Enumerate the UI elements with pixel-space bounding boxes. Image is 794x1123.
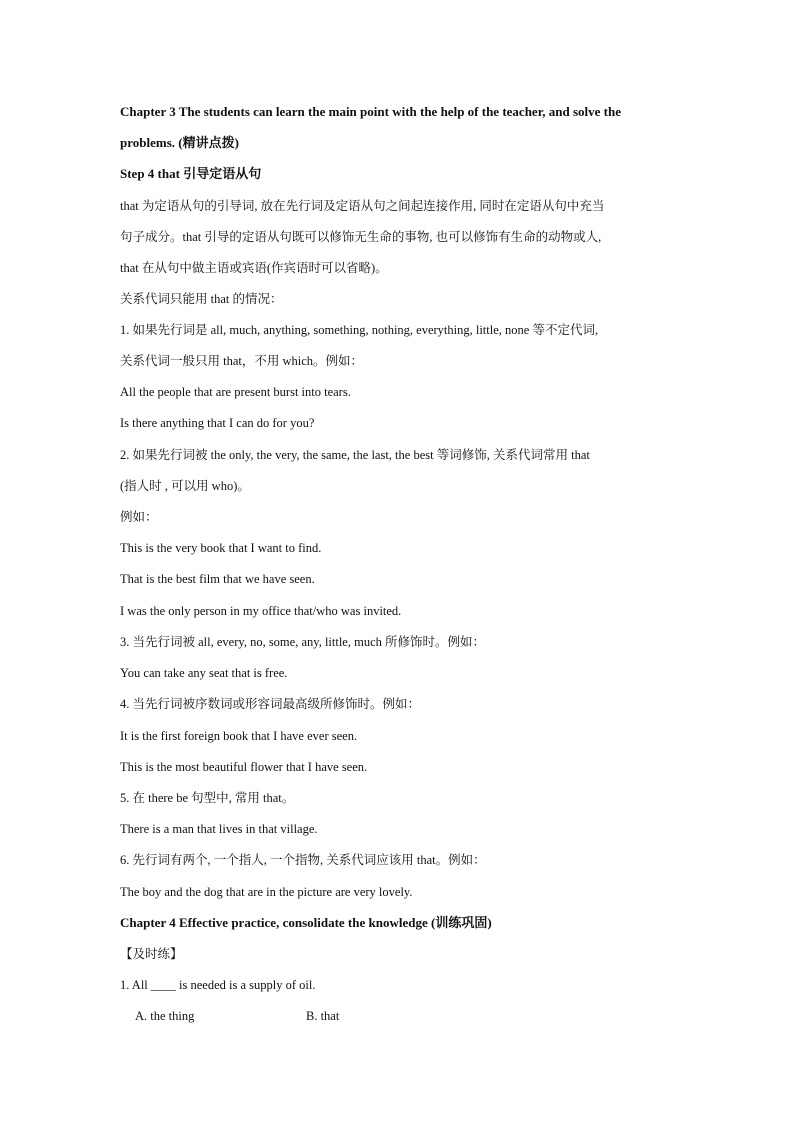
rule1-line2: 关系代词一般只用 that，不用 which。例如：: [120, 354, 364, 368]
practice-title: 【及时练】: [120, 947, 183, 961]
rule2-example: I was the only person in my office that/who was invited.: [120, 604, 402, 618]
step4-heading: Step 4 that 引导定语从句: [120, 166, 262, 181]
chapter3-heading-line1: Chapter 3 The students can learn the main point with the help of the teacher, and solve the: [120, 104, 622, 119]
rule2-eg: 例如：: [120, 510, 158, 524]
rule3-example: You can take any seat that is free.: [120, 666, 288, 680]
rule2-line2: (指人时 , 可以用 who)。: [120, 479, 250, 493]
question-1-option-a[interactable]: A. the thing: [135, 1009, 195, 1023]
rule6-example: The boy and the dog that are in the picture are very lovely.: [120, 885, 413, 899]
rule6-line1: 6. 先行词有两个, 一个指人, 一个指物, 关系代词应该用 that。例如：: [120, 853, 486, 867]
rule2-example: That is the best film that we have seen.: [120, 572, 315, 586]
step4-intro-line: 句子成分。that 引导的定语从句既可以修饰无生命的事物, 也可以修饰有生命的动物或人,: [120, 230, 602, 244]
rule5-example: There is a man that lives in that village.: [120, 822, 318, 836]
rule5-line1: 5. 在 there be 句型中, 常用 that。: [120, 791, 295, 805]
step4-intro-line: that 为定语从句的引导词, 放在先行词及定语从句之间起连接作用, 同时在定语从句中充当: [120, 199, 605, 213]
rule2-line1: 2. 如果先行词被 the only, the very, the same, the last, the best 等词修饰, 关系代词常用 that: [120, 448, 590, 462]
rule3-line1: 3. 当先行词被 all, every, no, some, any, little, much 所修饰时。例如：: [120, 635, 485, 649]
rule4-example: It is the first foreign book that I have ever seen.: [120, 729, 358, 743]
question-1-option-b[interactable]: B. that: [306, 1009, 340, 1023]
question-1-stem: 1. All ____ is needed is a supply of oil.: [120, 978, 316, 992]
rule4-line1: 4. 当先行词被序数词或形容词最高级所修饰时。例如：: [120, 697, 421, 711]
rule1-example: Is there anything that I can do for you?: [120, 416, 315, 430]
rule4-example: This is the most beautiful flower that I have seen.: [120, 760, 368, 774]
rule1-line1: 1. 如果先行词是 all, much, anything, something, nothing, everything, little, none 等不定代词,: [120, 323, 599, 337]
only-that-title: 关系代词只能用 that 的情况：: [120, 292, 283, 306]
rule1-example: All the people that are present burst into tears.: [120, 385, 351, 399]
step4-intro-line: that 在从句中做主语或宾语(作宾语时可以省略)。: [120, 261, 388, 275]
chapter4-heading: Chapter 4 Effective practice, consolidate the knowledge (训练巩固): [120, 915, 492, 930]
rule2-example: This is the very book that I want to find.: [120, 541, 322, 555]
chapter3-heading-line2: problems. (精讲点拨): [120, 135, 239, 150]
